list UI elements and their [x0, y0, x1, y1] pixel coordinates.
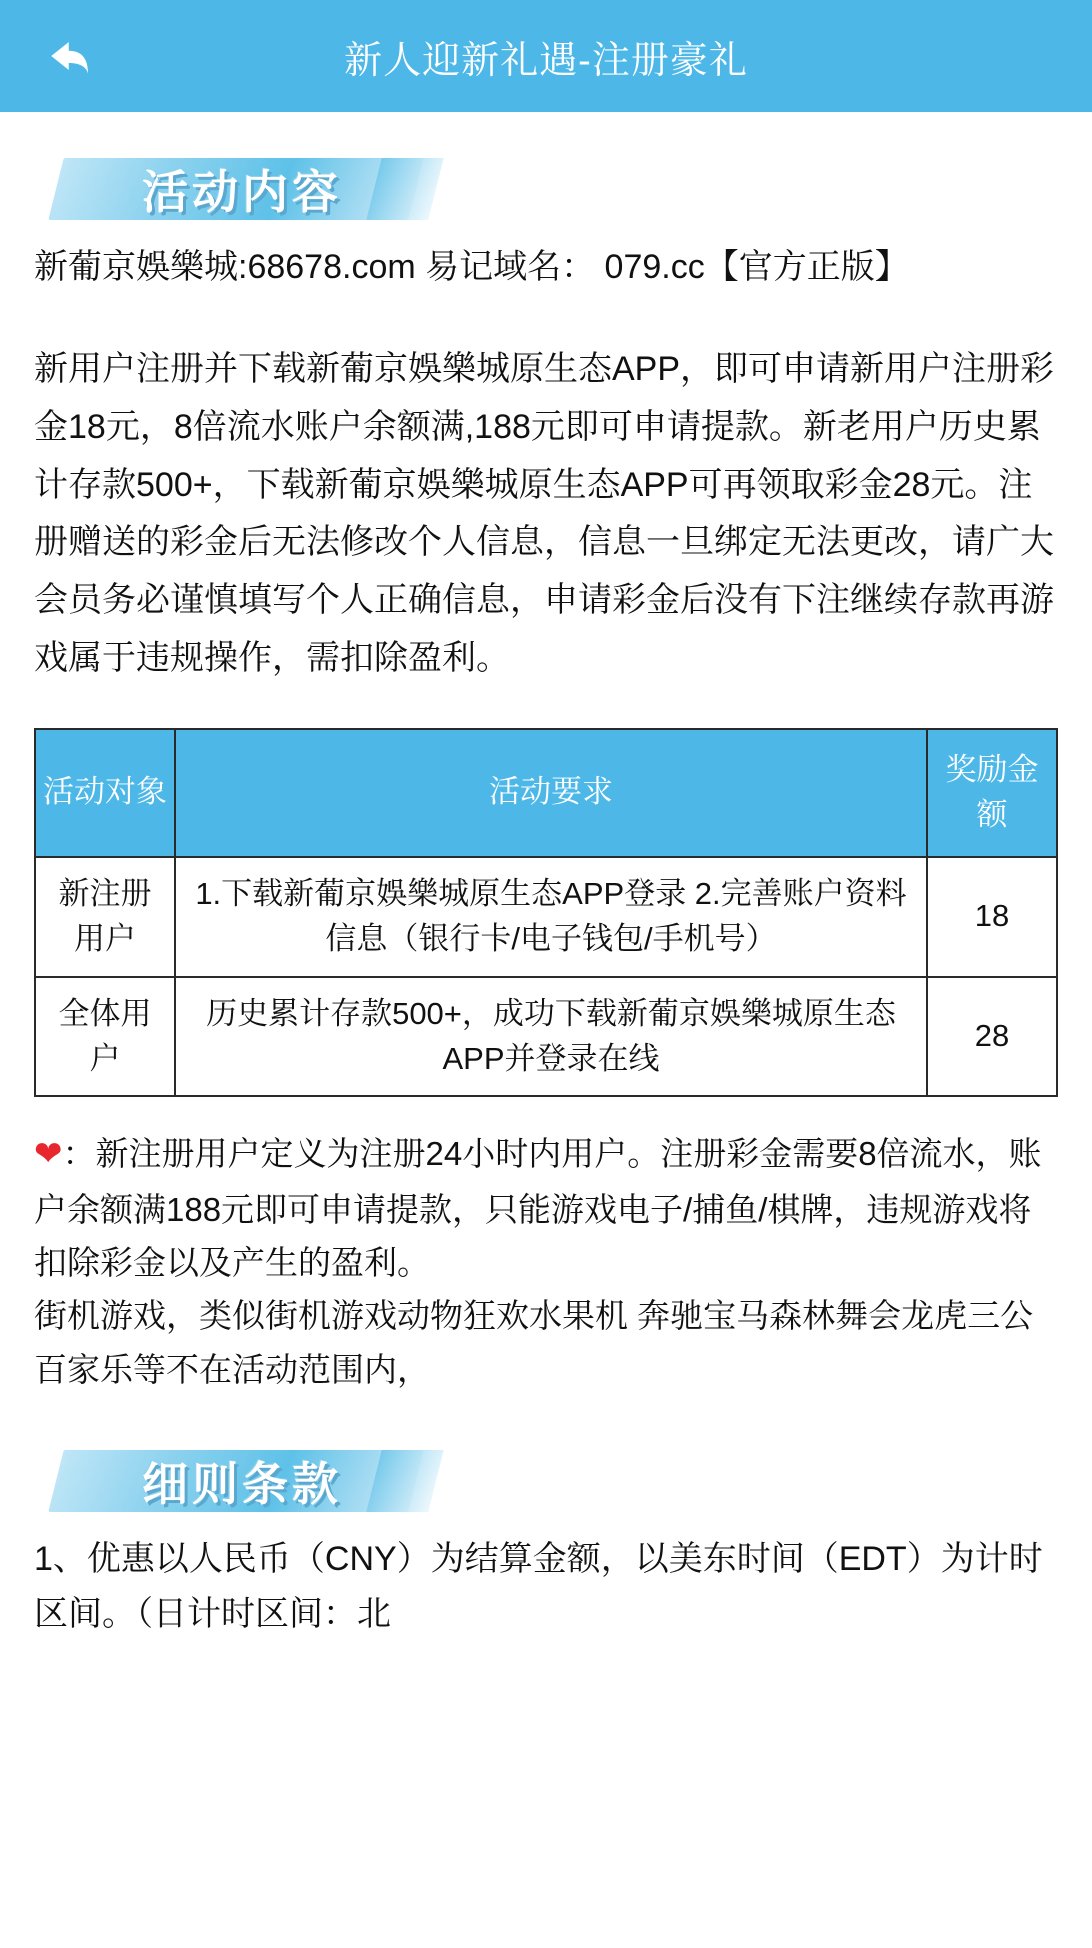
table-header-target: 活动对象 [35, 729, 175, 857]
table-cell-target: 全体用户 [35, 977, 175, 1097]
table-cell-amount: 18 [927, 857, 1057, 977]
table-header-row [35, 729, 1057, 857]
page-content [0, 152, 1092, 1683]
promo-table [34, 728, 1058, 1098]
table-cell-target: 新注册用户 [35, 857, 175, 977]
table-header-requirement: 活动要求 [175, 729, 927, 857]
table-cell-amount: 28 [927, 977, 1057, 1097]
page-header [0, 0, 1092, 112]
table-row [35, 857, 1057, 977]
note-colon: ： [62, 1135, 96, 1173]
table-header-amount: 奖励金额 [927, 729, 1057, 857]
terms-item-1: 1、优惠以人民币（CNY）为结算金额，以美东时间（EDT）为计时区间。（日计时区间：北 [34, 1540, 1043, 1634]
section-title-activity: 活动内容 [142, 166, 342, 218]
back-arrow-icon [39, 28, 95, 84]
note-line-primary [34, 1127, 1058, 1289]
table-row [35, 977, 1057, 1097]
section-title-terms: 细则条款 [142, 1458, 342, 1511]
table-cell-requirement: 历史累计存款500+，成功下载新葡京娛樂城原生态APP并登录在线 [175, 977, 927, 1097]
page-title: 新人迎新礼遇-注册豪礼 [344, 39, 748, 82]
section-banner-activity [56, 152, 436, 226]
site-domain-line: 新葡京娛樂城:68678.com 易记域名： 079.cc【官方正版】 [34, 248, 909, 286]
note-line-secondary: 街机游戏，类似街机游戏动物狂欢水果机 奔驰宝马森林舞会龙虎三公百家乐等不在活动范围内， [34, 1297, 1034, 1388]
section-banner-terms [56, 1444, 436, 1518]
activity-description: 新用户注册并下载新葡京娛樂城原生态APP，即可申请新用户注册彩金18元，8倍流水账户余额满,188元即可申请提款。新老用户历史累计存款500+，下载新葡京娛樂城原生态APP可再领取彩金28元。注册赠送的彩金后无法修改个人信息，信息一旦绑定无法更改，请广大会员务必谨慎填写个人正确信息，申请彩金后没有下注继续存款再游戏属于违规操作，需扣除盈利。 [34, 350, 1055, 678]
promo-table-wrapper [34, 728, 1058, 1098]
back-button[interactable] [34, 23, 100, 89]
notes-block [34, 1127, 1058, 1396]
note-text-1: 新注册用户定义为注册24小时内用户。注册彩金需要8倍流水，账户余额满188元即可申请提款，只能游戏电子/捕鱼/棋牌，违规游戏将扣除彩金以及产生的盈利。 [34, 1135, 1042, 1282]
table-cell-requirement: 1.下载新葡京娛樂城原生态APP登录 2.完善账户资料信息（银行卡/电子钱包/手机号） [175, 857, 927, 977]
heart-icon: ❤ [34, 1135, 63, 1174]
